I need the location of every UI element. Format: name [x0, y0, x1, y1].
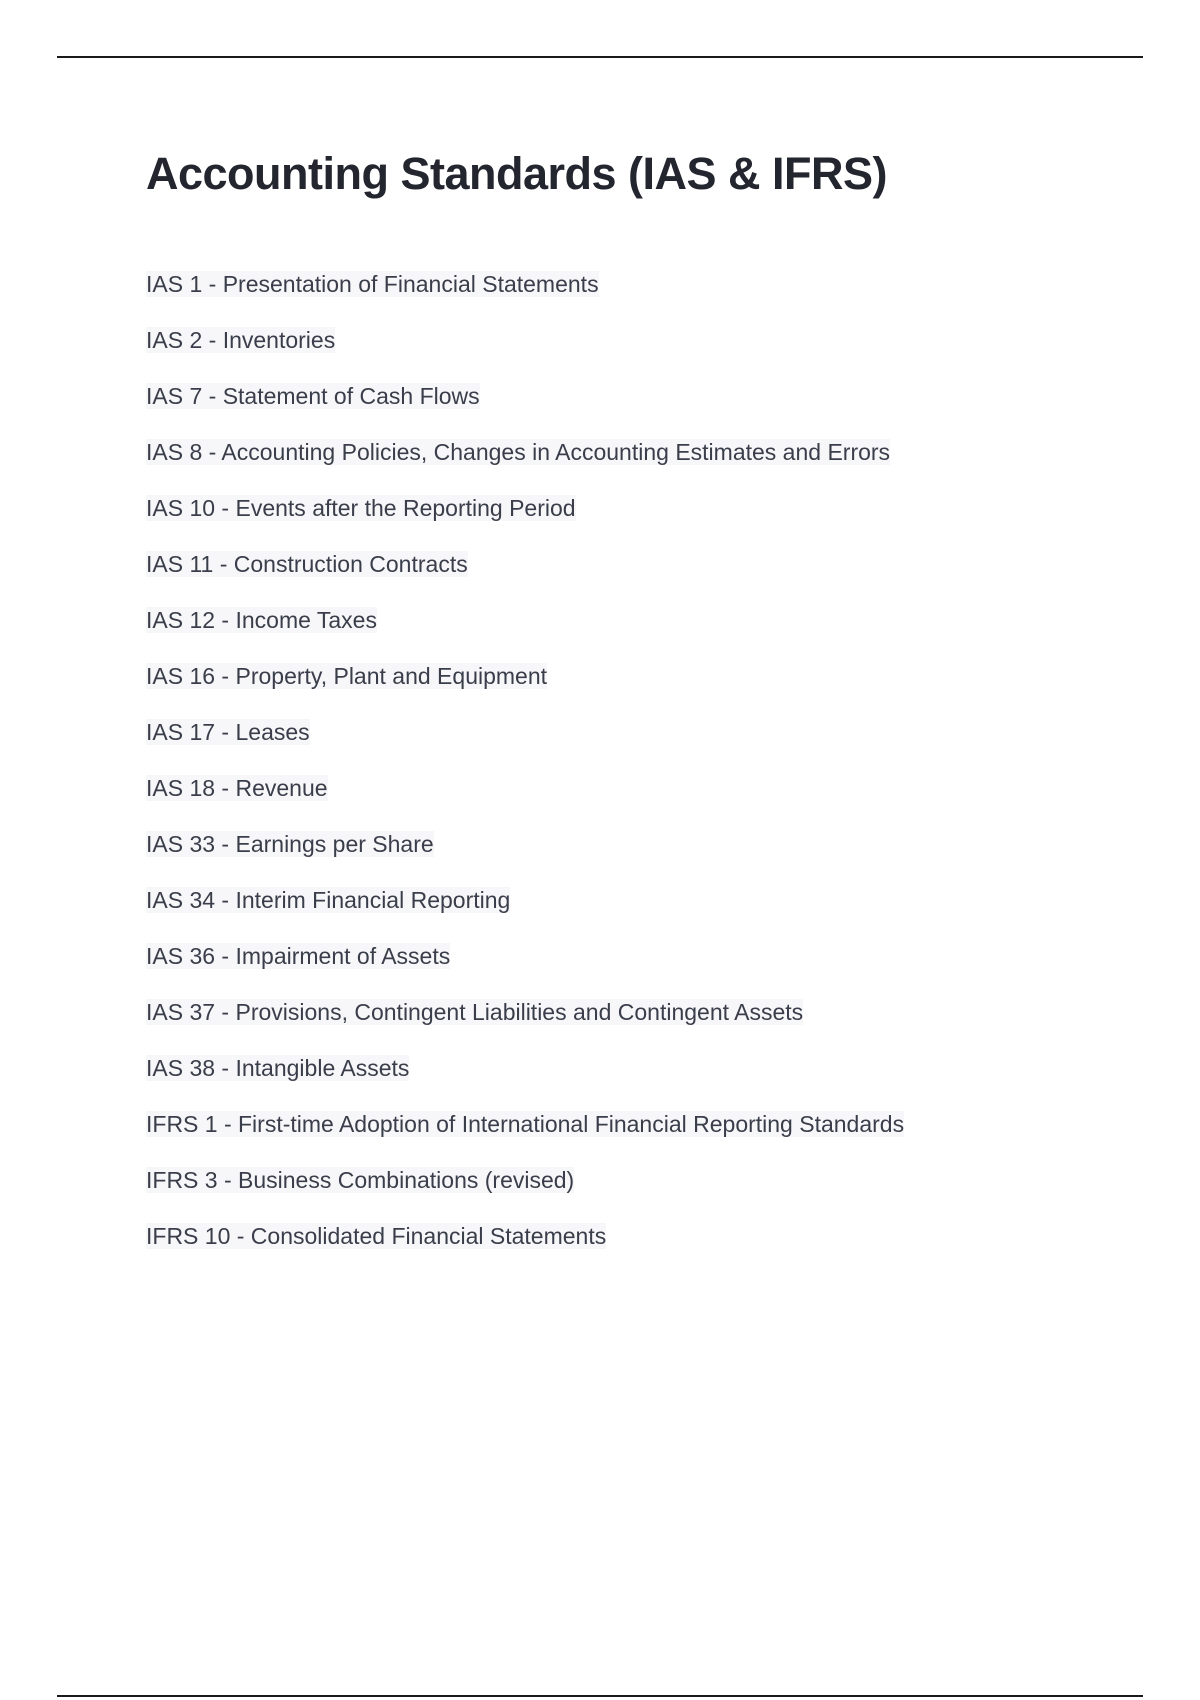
- list-item-text: IAS 36 - Impairment of Assets: [146, 943, 451, 969]
- list-item: [146, 1040, 904, 1096]
- list-item-text: IAS 1 - Presentation of Financial Statements: [146, 271, 599, 297]
- page-title: Accounting Standards (IAS & IFRS): [146, 148, 888, 199]
- standards-list: [146, 256, 904, 1264]
- list-item-text: IAS 37 - Provisions, Contingent Liabilities and Contingent Assets: [146, 999, 804, 1025]
- list-item-text: IAS 38 - Intangible Assets: [146, 1055, 410, 1081]
- list-item-text: IFRS 3 - Business Combinations (revised): [146, 1167, 575, 1193]
- list-item: [146, 1152, 904, 1208]
- list-item-text: IAS 17 - Leases: [146, 719, 310, 745]
- list-item: [146, 816, 904, 872]
- list-item: [146, 312, 904, 368]
- top-divider: [57, 56, 1143, 58]
- list-item: [146, 1096, 904, 1152]
- bottom-divider: [57, 1695, 1143, 1697]
- list-item-text: IAS 10 - Events after the Reporting Period: [146, 495, 576, 521]
- list-item: [146, 872, 904, 928]
- list-item: [146, 1208, 904, 1264]
- list-item-text: IAS 8 - Accounting Policies, Changes in Accounting Estimates and Errors: [146, 439, 891, 465]
- list-item-text: IAS 16 - Property, Plant and Equipment: [146, 663, 548, 689]
- list-item-text: IAS 33 - Earnings per Share: [146, 831, 434, 857]
- list-item: [146, 424, 904, 480]
- list-item: [146, 704, 904, 760]
- list-item: [146, 648, 904, 704]
- list-item: [146, 368, 904, 424]
- list-item: [146, 256, 904, 312]
- list-item-text: IAS 11 - Construction Contracts: [146, 551, 468, 577]
- list-item: [146, 536, 904, 592]
- list-item-text: IAS 2 - Inventories: [146, 327, 336, 353]
- list-item-text: IAS 12 - Income Taxes: [146, 607, 377, 633]
- list-item: [146, 480, 904, 536]
- list-item-text: IAS 18 - Revenue: [146, 775, 328, 801]
- list-item-text: IAS 34 - Interim Financial Reporting: [146, 887, 511, 913]
- list-item: [146, 760, 904, 816]
- list-item-text: IAS 7 - Statement of Cash Flows: [146, 383, 480, 409]
- list-item: [146, 984, 904, 1040]
- list-item-text: IFRS 1 - First-time Adoption of International Financial Reporting Standards: [146, 1111, 905, 1137]
- list-item-text: IFRS 10 - Consolidated Financial Statements: [146, 1223, 607, 1249]
- list-item: [146, 592, 904, 648]
- list-item: [146, 928, 904, 984]
